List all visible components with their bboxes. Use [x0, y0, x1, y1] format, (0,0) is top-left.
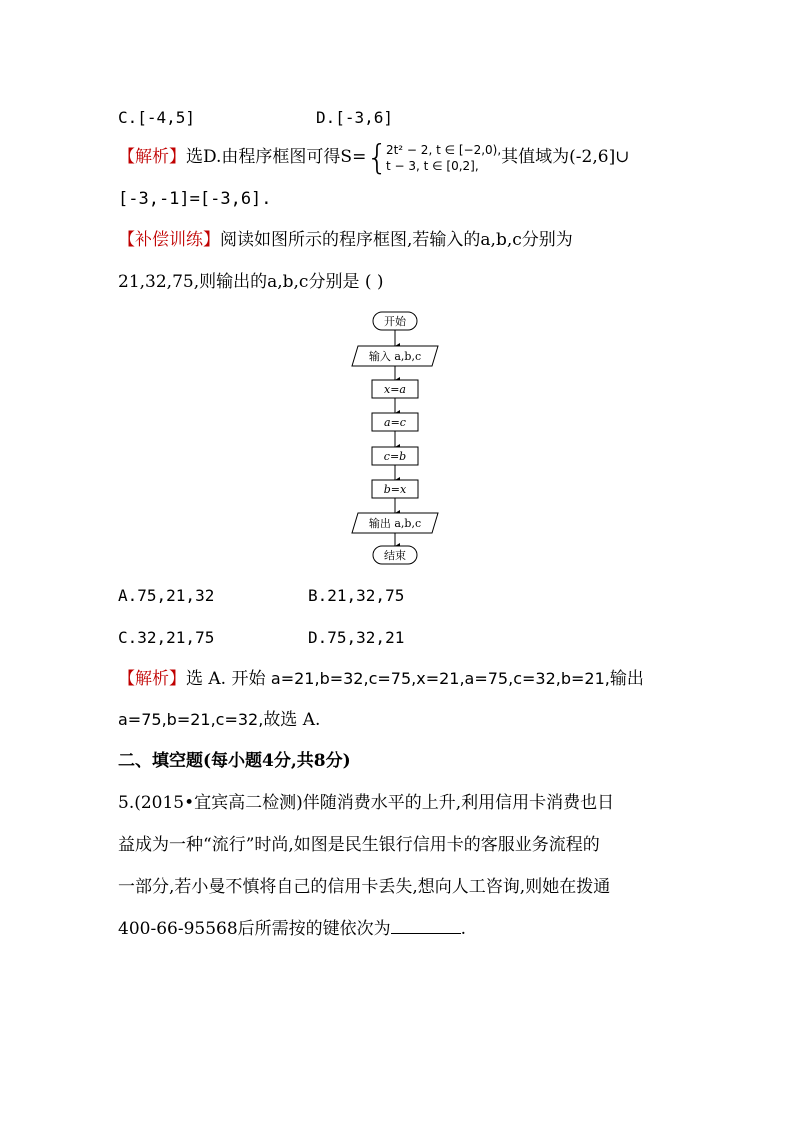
section-title: 二、填空题(每小题4分,共8分) [118, 751, 351, 771]
analysis-1-line-2: [-3,-1]=[-3,6]. [118, 189, 272, 209]
flowchart [340, 308, 460, 568]
analysis-2-line-1 [118, 667, 644, 691]
flow-input-label: 输入 a,b,c [368, 350, 422, 363]
flow-start-label: 开始 [384, 315, 406, 328]
analysis-2-line-2 [118, 708, 320, 732]
analysis-1-text-a: 选D.由程序框图可得S= [186, 147, 367, 167]
option-c-prev: C.[-4,5] [118, 108, 196, 127]
flow-step-label: c=b [383, 450, 407, 463]
piece-2: t − 3, t ∈ [0,2], [385, 158, 479, 173]
analysis-2-text-a: 选 A. 开始 [186, 669, 271, 689]
option-d-prev: D.[-3,6] [316, 108, 394, 127]
question-5-line-3: 一部分,若小曼不慎将自己的信用卡丢失,想向人工咨询,则她在拨通 [118, 877, 611, 897]
option-d: D.75,32,21 [308, 628, 405, 647]
analysis-2-values-2: a=75,b=21,c=32, [118, 710, 264, 729]
question-5-text-4: 400-66-95568后所需按的键依次为 [118, 919, 391, 939]
question-5-period: . [460, 919, 467, 939]
flow-step-label: b=x [383, 483, 407, 496]
analysis-2-values: a=21,b=32,c=75,x=21,a=75,c=32,b=21, [270, 669, 610, 688]
piece-1: 2t² − 2, t ∈ [−2,0), [385, 142, 502, 157]
option-c: C.32,21,75 [118, 628, 215, 647]
practice-text-1: 阅读如图所示的程序框图,若输入的a,b,c分别为 [220, 230, 573, 250]
flow-step-label: a=c [384, 416, 406, 429]
analysis-1-text-b: 其值域为(-2,6]∪ [501, 147, 630, 167]
analysis-tag: 【解析】 [118, 669, 186, 689]
flow-end-label: 结束 [384, 549, 406, 562]
flow-step-label: x=a [384, 383, 406, 396]
option-b: B.21,32,75 [308, 586, 405, 605]
option-a: A.75,21,32 [118, 586, 215, 605]
question-5-line-1: 5.(2015•宜宾高二检测)伴随消费水平的上升,利用信用卡消费也日 [118, 793, 615, 813]
piecewise-function [386, 142, 501, 174]
analysis-1-line-1 [118, 137, 630, 178]
flow-output-label: 输出 a,b,c [368, 517, 422, 530]
question-5-line-2: 益成为一种“流行”时尚,如图是民生银行信用卡的客服业务流程的 [118, 835, 600, 855]
practice-line-2: 21,32,75,则输出的a,b,c分别是 ( ) [118, 272, 384, 292]
practice-tag: 【补偿训练】 [118, 230, 220, 250]
question-5-line-4 [118, 917, 466, 941]
answer-blank[interactable] [391, 917, 461, 934]
analysis-tag: 【解析】 [118, 147, 186, 167]
piecewise-brace: { [366, 137, 388, 178]
analysis-2-conclusion: 故选 A. [263, 710, 321, 730]
analysis-2-text-c: 输出 [609, 669, 644, 689]
practice-line-1 [118, 228, 573, 252]
